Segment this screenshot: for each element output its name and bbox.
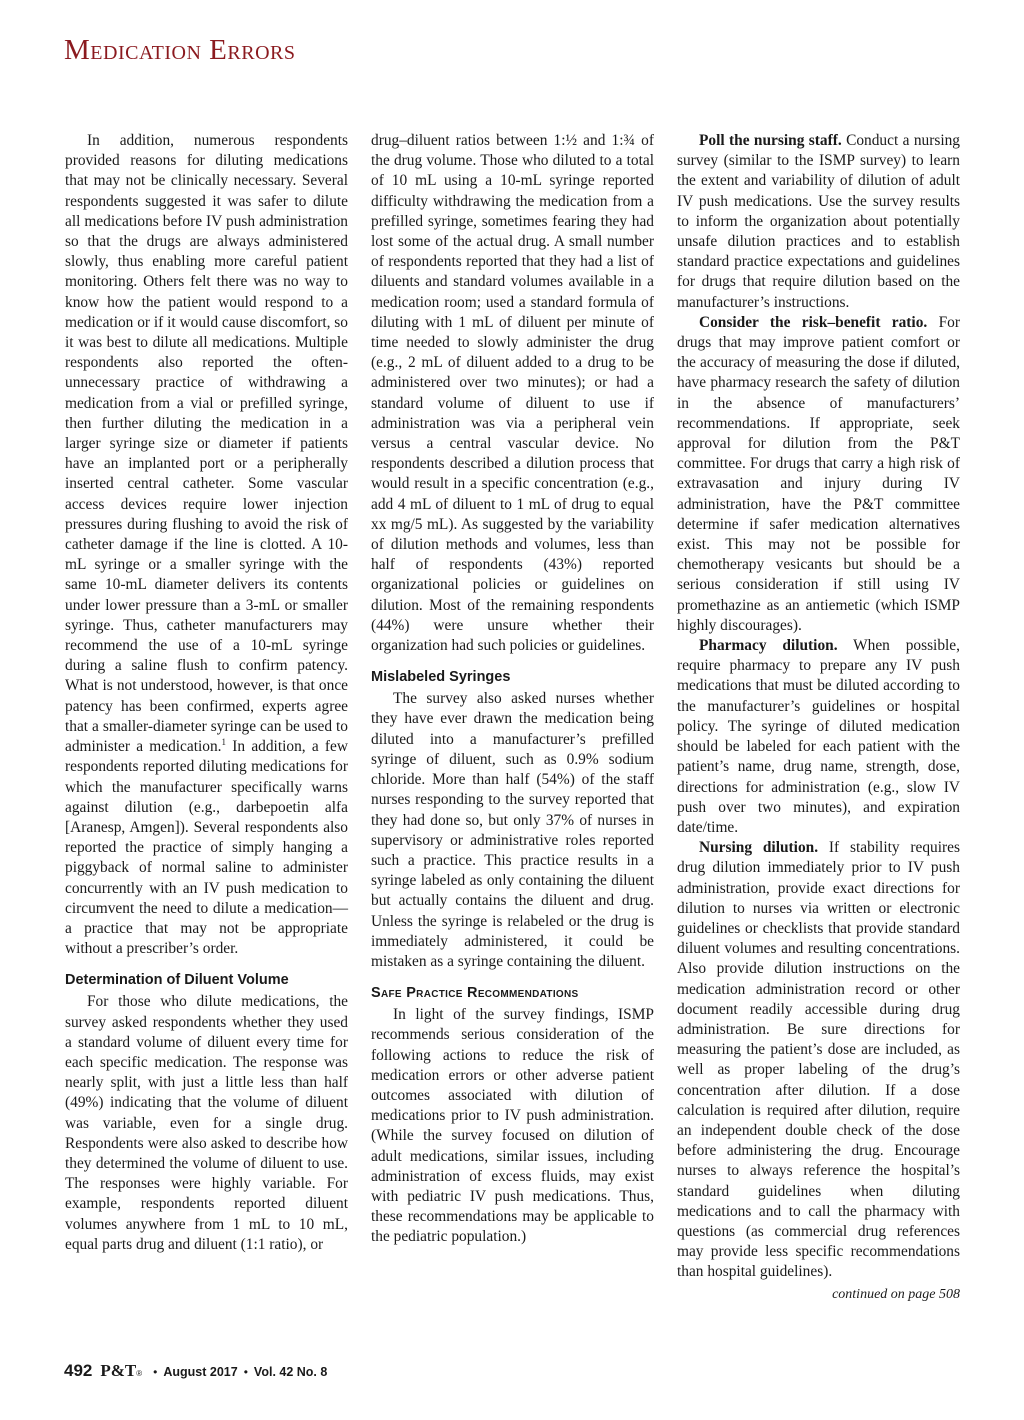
recommendation-lead: Nursing dilution.: [699, 839, 819, 857]
body-paragraph: [65, 992, 348, 1255]
paragraph-text: drug–diluent ratios between 1:½ and 1:¾ of the drug volume. Those who diluted to a total of 10 mL using a 10-mL syringe reported difficulty withdrawing the medication from a prefilled syringe, sometimes fearing they had lost some of the actual drug. A small number of respondents reported that they had a list of diluents and standard volumes available in a medication room; used a standard formula of diluting with 1 mL of diluent per minute of time needed to slowly administer the drug (e.g., 2 mL of diluent added to a drug to be administered over two minutes); or had a standard volume of diluent to use if administration was via a peripheral vein versus a central vascular device. No respondents described a dilution process that would result in a specific concentration (e.g., add 4 mL of diluent to 1 mL of drug to equal xx mg/5 mL). As suggested by the variability of dilution methods and volumes, less than half of respondents (43%) reported organizational policies or guidelines on dilution. Most of the remaining respondents (44%) were unsure whether their organization had such policies or guidelines.: [371, 132, 654, 655]
recommendation-text: Conduct a nursing survey (similar to the ISMP survey) to learn the extent and variability of dilution of adult IV push medications. Use the survey results to inform the organization about potentially unsafe dilution practices and to establish standard practice expectations and guidelines for drugs that require dilution based on the manufacturer’s instructions.: [677, 132, 960, 311]
recommendation-text: When possible, require pharmacy to prepare any IV push medications that must be diluted according to the manufacturer’s guidelines or hospital policy. The syringe of diluted medication should be labeled for each patient with the patient’s name, drug name, strength, dose, directions for administration (e.g., slow IV push over two minutes), and expiration date/time.: [677, 637, 960, 836]
body-paragraph: [371, 1005, 654, 1247]
recommendation-paragraph: [677, 313, 960, 636]
paragraph-text: The survey also asked nurses whether they have ever drawn the medication being diluted into a manufacturer’s prefilled syringe of diluent, such as 0.9% sodium chloride. More than half (54%) of the staff nurses responding to the survey reported that they had done so, but only 37% of nurses in supervisory or administrative roles reported such a practice. This practice results in a syringe labeled as only containing the diluent but actually contains the diluent and drug. Unless the syringe is relabeled or the drug is immediately administered, it could be mistaken as a syringe containing the diluent.: [371, 690, 654, 970]
paragraph-text: In addition, numerous respondents provided reasons for diluting medications that may not be clinically necessary. Several respondents suggested it was safer to dilute all medications before IV push administration so that the drugs are always administered slowly, thus enabling more careful patient monitoring. Others felt there was no way to know how the patient would respond to a medication or if it would cause discomfort, so it was best to dilute all medications. Multiple respondents also reported the often-unnecessary practice of withdrawing a medication from a vial or prefilled syringe, then further diluting the medication in a larger syringe size or diameter if patients have an implanted port or a peripherally inserted central catheter. Some vascular access devices require lower injection pressures during flushing to avoid the risk of catheter damage if the line is clotted. A 10-mL syringe or a smaller syringe with the same 10-mL diameter delivers its contents under lower pressure than a 3-mL or smaller syringe. Thus, catheter manufacturers may recommend the use of a 10-mL syringe during a saline flush to confirm patency. What is not understood, however, is that once patency has been confirmed, experts agree that a smaller-diameter syringe can be used to administer a medication.: [65, 132, 348, 756]
recommendation-lead: Poll the nursing staff.: [699, 132, 842, 149]
paragraph-text: In addition, a few respondents reported diluting medications for which the manufacturer specifically warns against dilution (e.g., darbepoetin alfa [Aranesp, Amgen]). Several respondents also reported the practice of simply hanging a piggyback of normal saline to administer concurrently with an IV push medication to circumvent the need to dilute a medication—a practice that may not be appropriate without a prescriber’s order.: [65, 738, 348, 958]
recommendation-paragraph: [677, 636, 960, 838]
journal-name: P&T: [100, 1361, 137, 1380]
recommendation-paragraph: [677, 131, 960, 313]
recommendation-lead: Pharmacy dilution.: [699, 637, 838, 655]
section-heading: Safe Practice Recommendations: [371, 985, 579, 1002]
page-footer: [64, 1361, 327, 1381]
issue-volume: Vol. 42 No. 8: [253, 1365, 328, 1379]
body-paragraph: [371, 689, 654, 972]
footer-separator: •: [153, 1365, 158, 1379]
text-column-3: [677, 131, 960, 1305]
section-heading: Mislabeled Syringes: [371, 669, 511, 686]
text-column-1: [65, 131, 348, 1255]
recommendation-paragraph: [677, 838, 960, 1282]
recommendation-lead: Consider the risk–benefit ratio.: [699, 313, 928, 331]
recommendation-text: For drugs that may improve patient comfort or the accuracy of measuring the dose if diluted, have pharmacy research the safety of dilution in the absence of manufacturers’ recommendations. If appropriate, seek approval for dilution from the P&T committee. For drugs that carry a high risk of extravasation and injury during IV administration, have the P&T committee determine if safer medication alternatives exist. This may not be possible for chemotherapy vesicants but should be a serious consideration if still using IV promethazine as an antiemetic (which ISMP highly discourages).: [677, 313, 960, 634]
paragraph-text: In light of the survey findings, ISMP recommends serious consideration of the following actions to reduce the risk of medication errors or other adverse patient outcomes associated with dilution of medications prior to IV push administration. (While the survey focused on dilution of adult medications, similar issues, including administration of excess fluids, may exist with pediatric IV push medications. Thus, these recommendations may be applicable to the pediatric population.): [371, 1006, 654, 1246]
section-heading: Determination of Diluent Volume: [65, 972, 289, 989]
recommendation-text: If stability requires drug dilution immediately prior to IV push administration, provide exact directions for dilution to nurses via written or electronic guidelines or checklists that provide standard diluent volumes and resulting concentrations. Also provide dilution instructions on the medication administration record or other document readily accessible during drug administration. Be sure directions for measuring the patient’s dose are included, as well as proper labeling of the drug’s concentration after dilution. If a dose calculation is required after dilution, require an independent double check of the dose before administering the drug. Encourage nurses to always reference the hospital’s standard guidelines when diluting medications and to call the pharmacy with questions (as commercial drug references may provide less specific recommendations than hospital guidelines).: [677, 839, 960, 1281]
paragraph-text: For those who dilute medications, the survey asked respondents whether they used a standard volume of diluent every time for each specific medication. The response was nearly split, with just a little less than half (49%) indicating that the volume of diluent was variable, even for a single drug. Respondents were also asked to describe how they determined the volume of diluent to use. The responses were highly variable. For example, respondents reported diluent volumes anywhere from 1 mL to 10 mL, equal parts drug and diluent (1:1 ratio), or: [65, 993, 348, 1253]
page-number: 492: [64, 1361, 93, 1380]
reference-superscript: 1: [221, 736, 227, 747]
footer-separator: •: [243, 1365, 248, 1379]
continued-note: continued on page 508: [832, 1286, 960, 1302]
registered-mark: ®: [136, 1369, 143, 1378]
section-title: Medication Errors: [64, 34, 296, 66]
body-paragraph: [65, 131, 348, 959]
body-paragraph: [371, 131, 654, 656]
text-column-2: [371, 131, 654, 1248]
issue-date: August 2017: [163, 1365, 238, 1379]
